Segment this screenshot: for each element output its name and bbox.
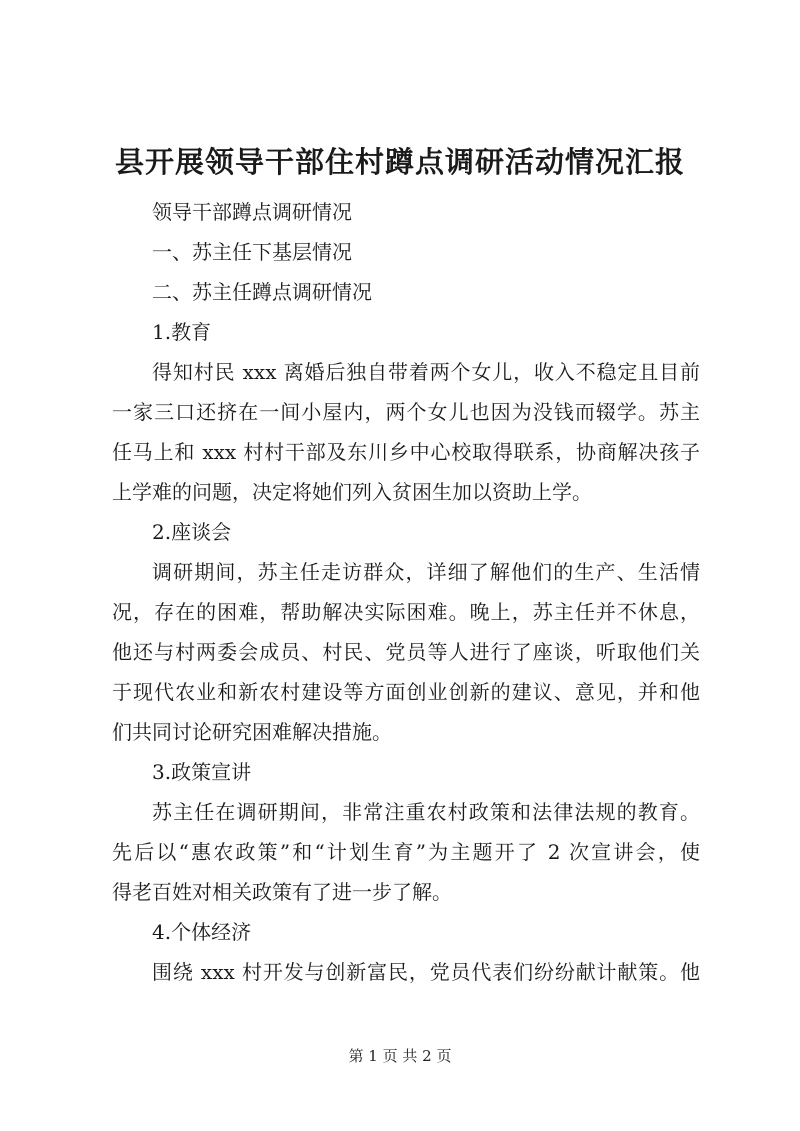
text-line: 1.教育	[152, 320, 212, 344]
text-line: 苏主任在调研期间，非常注重农村政策和法律法规的教育。	[152, 800, 700, 824]
text-line: 二、苏主任蹲点调研情况	[152, 280, 372, 304]
text-line: 3.政策宣讲	[152, 760, 252, 784]
text-line: 于现代农业和新农村建设等方面创业创新的建议、意见，并和他	[112, 680, 700, 704]
text-line: 得老百姓对相关政策有了进一步了解。	[112, 880, 452, 904]
document-title: 县开展领导干部住村蹲点调研活动情况汇报	[114, 145, 685, 179]
text-line: 围绕 xxx 村开发与创新富民，党员代表们纷纷献计献策。他	[152, 960, 700, 984]
text-line: 先后以“惠农政策”和“计划生育”为主题开了 2 次宣讲会，使	[112, 840, 700, 864]
text-line: 们共同讨论研究困难解决措施。	[112, 720, 392, 744]
text-line: 2.座谈会	[152, 520, 232, 544]
text-line: 调研期间，苏主任走访群众，详细了解他们的生产、生活情	[152, 560, 700, 584]
text-line: 领导干部蹲点调研情况	[152, 200, 352, 224]
text-line: 上学难的问题，决定将她们列入贫困生加以资助上学。	[112, 480, 592, 504]
text-line: 一家三口还挤在一间小屋内，两个女儿也因为没钱而辍学。苏主	[112, 400, 700, 424]
text-line: 一、苏主任下基层情况	[152, 240, 352, 264]
page-footer: 第 1 页 共 2 页	[348, 1047, 452, 1065]
text-line: 任马上和 xxx 村村干部及东川乡中心校取得联系，协商解决孩子	[112, 440, 700, 464]
document-body	[112, 192, 700, 992]
text-line: 4.个体经济	[152, 920, 252, 944]
text-line: 他还与村两委会成员、村民、党员等人进行了座谈，听取他们关	[112, 640, 700, 664]
text-line: 况，存在的困难，帮助解决实际困难。晚上，苏主任并不休息，	[112, 600, 700, 624]
text-line: 得知村民 xxx 离婚后独自带着两个女儿，收入不稳定且目前	[152, 360, 700, 384]
